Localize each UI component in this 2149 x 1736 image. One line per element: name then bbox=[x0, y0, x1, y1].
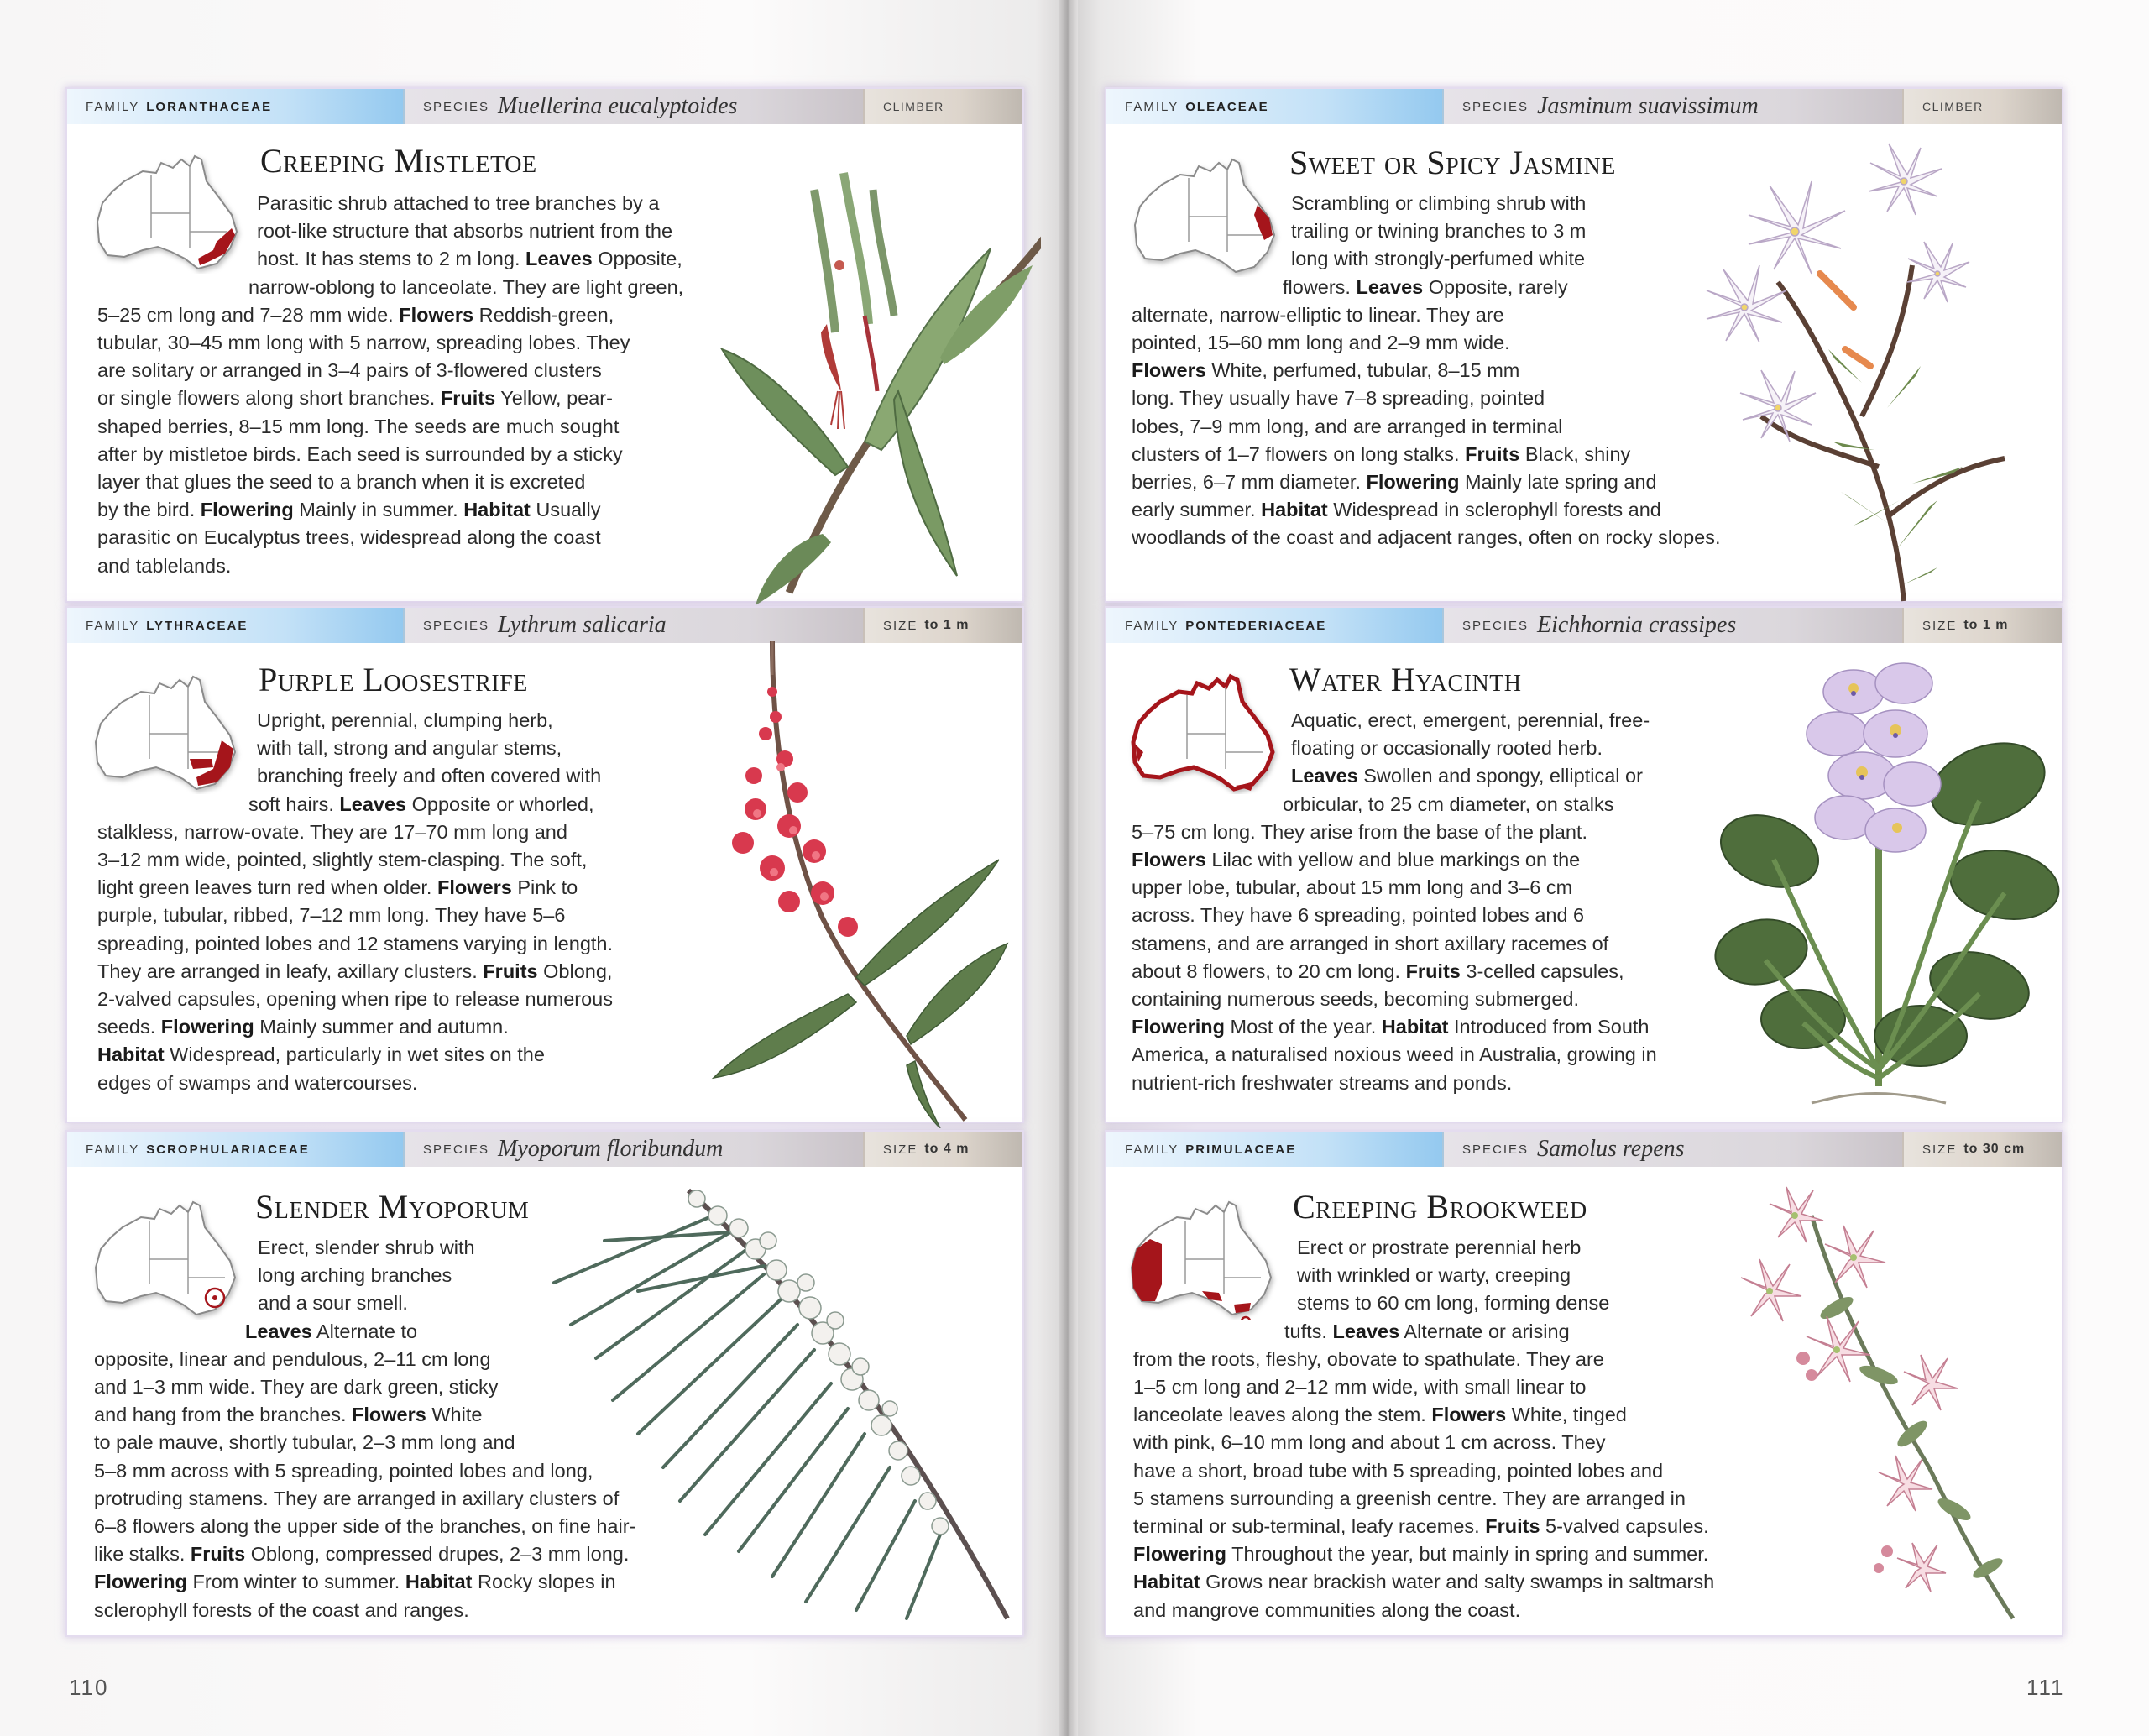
plant-size: to 1 m bbox=[1963, 618, 2009, 632]
description-line: upper lobe, tubular, about 15 mm long and 3–6 cm bbox=[1132, 876, 1573, 899]
description-line: trailing or twining branches to 3 m bbox=[1291, 220, 1587, 243]
family-label: FAMILY bbox=[86, 618, 140, 633]
description-line: like stalks. Fruits Oblong, compressed drupes, 2–3 mm long. bbox=[94, 1543, 630, 1566]
card-header bbox=[1106, 608, 2062, 643]
description-line: stalkless, narrow-ovate. They are 17–70 mm long and bbox=[97, 820, 567, 843]
description-line: Aquatic, erect, emergent, perennial, free- bbox=[1291, 709, 1650, 731]
species-label: SPECIES bbox=[1462, 99, 1529, 114]
description-line: Leaves Swollen and spongy, elliptical or bbox=[1291, 765, 1643, 787]
description-line: and 1–3 mm wide. They are dark green, sticky bbox=[94, 1376, 499, 1399]
species-common-name: Slender Myoporum bbox=[255, 1188, 530, 1226]
description-line: flowers. Leaves Opposite, rarely bbox=[1283, 275, 1568, 298]
species-label: SPECIES bbox=[423, 99, 490, 114]
description-line: opposite, linear and pendulous, 2–11 cm long bbox=[94, 1347, 491, 1370]
description-line: and hang from the branches. Flowers White bbox=[94, 1404, 483, 1426]
species-name: Muellerina eucalyptoides bbox=[498, 93, 738, 119]
species-card-slender-myoporum bbox=[67, 1132, 1022, 1635]
description-line: spreading, pointed lobes and 12 stamens varying in length. bbox=[97, 932, 614, 954]
species-card-creeping-brookweed bbox=[1106, 1132, 2062, 1635]
card-header bbox=[67, 608, 1022, 643]
description-line: after by mistletoe birds. Each seed is surrounded by a sticky bbox=[97, 442, 623, 465]
description-line: Flowers Lilac with yellow and blue markings on the bbox=[1132, 849, 1581, 871]
description-line: layer that glues the seed to a branch when it is excreted bbox=[97, 471, 586, 494]
description-line: long with strongly-perfumed white bbox=[1291, 248, 1586, 270]
family-name: LYTHRACEAE bbox=[146, 618, 248, 633]
description-line: America, a naturalised noxious weed in Australia, growing in bbox=[1132, 1043, 1657, 1066]
plant-size: to 4 m bbox=[924, 1142, 970, 1156]
description-line: shaped berries, 8–15 mm long. The seeds are much sought bbox=[97, 415, 620, 437]
description-line: 5–25 cm long and 7–28 mm wide. Flowers Reddish-green, bbox=[97, 303, 614, 326]
description-line: floating or occasionally rooted herb. bbox=[1291, 737, 1603, 760]
page-number-right: 111 bbox=[2026, 1675, 2065, 1700]
loosestrife-illustration-icon bbox=[655, 641, 1041, 1128]
plant-size: to 30 cm bbox=[1963, 1142, 2026, 1156]
description-line: nutrient-rich freshwater streams and ponds. bbox=[1132, 1071, 1513, 1094]
description-line: long. They usually have 7–8 spreading, pointed bbox=[1132, 387, 1545, 410]
species-name: Myoporum floribundum bbox=[498, 1136, 724, 1162]
size-label: SIZE bbox=[883, 618, 918, 633]
description-line: 2-valved capsules, opening when ripe to release numerous bbox=[97, 988, 613, 1011]
description-line: Habitat Grows near brackish water and salty swamps in saltmarsh bbox=[1133, 1571, 1715, 1593]
description-line: have a short, broad tube with 5 spreading, pointed lobes and bbox=[1133, 1459, 1664, 1482]
species-label: SPECIES bbox=[1462, 618, 1529, 633]
species-common-name: Purple Loosestrife bbox=[259, 661, 528, 698]
description-line: stamens, and are arranged in short axillary racemes of bbox=[1132, 932, 1609, 954]
description-line: containing numerous seeds, becoming submerged. bbox=[1132, 988, 1579, 1011]
description-line: about 8 flowers, to 20 cm long. Fruits 3-celled capsules, bbox=[1132, 960, 1624, 982]
description-line: with tall, strong and angular stems, bbox=[257, 737, 562, 760]
description-line: with pink, 6–10 mm long and about 1 cm across. They bbox=[1133, 1431, 1606, 1454]
species-common-name: Creeping Brookweed bbox=[1293, 1188, 1587, 1226]
card-header bbox=[1106, 1132, 2062, 1167]
description-line: stems to 60 cm long, forming dense bbox=[1297, 1292, 1610, 1315]
family-label: FAMILY bbox=[86, 1142, 140, 1157]
description-line: long arching branches bbox=[258, 1264, 452, 1287]
species-name: Samolus repens bbox=[1537, 1136, 1685, 1162]
description-line: terminal or sub-terminal, leafy racemes. Fruits 5-valved capsules. bbox=[1133, 1515, 1709, 1538]
description-line: Parasitic shrub attached to tree branches by a bbox=[257, 192, 660, 214]
growth-habit-tag: CLIMBER bbox=[1922, 100, 1984, 113]
species-name: Jasminum suavissimum bbox=[1537, 93, 1759, 119]
description-line: 5–75 cm long. They arise from the base of the plant. bbox=[1132, 820, 1587, 843]
description-line: to pale mauve, shortly tubular, 2–3 mm long and bbox=[94, 1431, 515, 1454]
growth-habit-tag: CLIMBER bbox=[883, 100, 944, 113]
species-label: SPECIES bbox=[423, 618, 490, 633]
species-common-name: Sweet or Spicy Jasmine bbox=[1289, 144, 1616, 181]
description-line: Erect or prostrate perennial herb bbox=[1297, 1237, 1582, 1258]
description-line: 6–8 flowers along the upper side of the branches, on fine hair- bbox=[94, 1515, 636, 1538]
description-line: lanceolate leaves along the stem. Flowers White, tinged bbox=[1133, 1404, 1627, 1426]
description-line: lobes, 7–9 mm long, and are arranged in terminal bbox=[1132, 415, 1563, 437]
description-line: and tablelands. bbox=[97, 554, 232, 577]
description-line: alternate, narrow-elliptic to linear. They are bbox=[1132, 303, 1504, 326]
description-line: orbicular, to 25 cm diameter, on stalks bbox=[1283, 792, 1614, 815]
description-line: with wrinkled or warty, creeping bbox=[1297, 1264, 1571, 1287]
description-line: light green leaves turn red when older. Flowers Pink to bbox=[97, 876, 578, 899]
species-common-name: Water Hyacinth bbox=[1289, 661, 1522, 698]
family-name: PRIMULACEAE bbox=[1185, 1142, 1297, 1157]
size-label: SIZE bbox=[1922, 1142, 1958, 1157]
description-line: from the roots, fleshy, obovate to spathulate. They are bbox=[1133, 1347, 1604, 1370]
description-line: Habitat Widespread, particularly in wet sites on the bbox=[97, 1043, 545, 1066]
family-label: FAMILY bbox=[1125, 618, 1179, 633]
myoporum-illustration-icon bbox=[537, 1182, 1024, 1627]
book-gutter bbox=[1059, 0, 1078, 1736]
page-number-left: 110 bbox=[69, 1675, 109, 1700]
water-hyacinth-illustration-icon bbox=[1711, 650, 2063, 1120]
description-line: berries, 6–7 mm diameter. Flowering Mainly late spring and bbox=[1132, 471, 1657, 494]
plant-size: to 1 m bbox=[924, 618, 970, 632]
species-name: Eichhornia crassipes bbox=[1537, 612, 1737, 638]
description-line: host. It has stems to 2 m long. Leaves Opposite, bbox=[257, 248, 682, 270]
species-label: SPECIES bbox=[1462, 1142, 1529, 1157]
description-line: branching freely and often covered with bbox=[257, 765, 602, 787]
jasmine-illustration-icon bbox=[1694, 131, 2047, 609]
family-label: FAMILY bbox=[86, 99, 140, 114]
description-line: edges of swamps and watercourses. bbox=[97, 1071, 418, 1094]
description-line: Flowering Most of the year. Habitat Introduced from South bbox=[1132, 1016, 1650, 1038]
species-common-name: Creeping Mistletoe bbox=[260, 142, 537, 180]
description-line: 3–12 mm wide, pointed, slightly stem-clasping. The soft, bbox=[97, 849, 588, 871]
description-line: woodlands of the coast and adjacent ranges, often on rocky slopes. bbox=[1132, 526, 1721, 549]
description-line: Flowering Throughout the year, but mainly in spring and summer. bbox=[1133, 1543, 1709, 1566]
size-label: SIZE bbox=[1922, 618, 1958, 633]
family-label: FAMILY bbox=[1125, 1142, 1179, 1157]
description-line: 1–5 cm long and 2–12 mm wide, with small linear to bbox=[1133, 1376, 1587, 1399]
description-line: Erect, slender shrub with bbox=[258, 1237, 475, 1258]
species-label: SPECIES bbox=[423, 1142, 490, 1157]
description-line: Leaves Alternate to bbox=[245, 1320, 418, 1342]
family-name: SCROPHULARIACEAE bbox=[146, 1142, 310, 1157]
family-name: PONTEDERIACEAE bbox=[1185, 618, 1327, 633]
card-header bbox=[67, 89, 1022, 124]
description-line: and a sour smell. bbox=[258, 1292, 408, 1315]
description-line: across. They have 6 spreading, pointed lobes and 6 bbox=[1132, 904, 1585, 927]
description-line: purple, tubular, ribbed, 7–12 mm long. They have 5–6 bbox=[97, 904, 566, 927]
species-card-creeping-mistletoe bbox=[67, 89, 1022, 601]
description-line: parasitic on Eucalyptus trees, widespread along the coast bbox=[97, 526, 601, 549]
species-name: Lythrum salicaria bbox=[498, 612, 667, 638]
description-line: clusters of 1–7 flowers on long stalks. Fruits Black, shiny bbox=[1132, 442, 1631, 465]
description-line: Flowers White, perfumed, tubular, 8–15 mm bbox=[1132, 359, 1520, 382]
description-line: Flowering From winter to summer. Habitat Rocky slopes in bbox=[94, 1571, 616, 1593]
description-line: 5–8 mm across with 5 spreading, pointed lobes and long, bbox=[94, 1459, 593, 1482]
family-label: FAMILY bbox=[1125, 99, 1179, 114]
description-line: tubular, 30–45 mm long with 5 narrow, spreading lobes. They bbox=[97, 332, 630, 354]
description-line: are solitary or arranged in 3–4 pairs of 3-flowered clusters bbox=[97, 359, 602, 382]
species-card-water-hyacinth bbox=[1106, 608, 2062, 1122]
description-line: pointed, 15–60 mm long and 2–9 mm wide. bbox=[1132, 332, 1510, 354]
description-line: seeds. Flowering Mainly summer and autumn. bbox=[97, 1016, 509, 1038]
description-line: or single flowers along short branches. Fruits Yellow, pear- bbox=[97, 387, 613, 410]
description-line: sclerophyll forests of the coast and ranges. bbox=[94, 1598, 469, 1621]
description-line: and mangrove communities along the coast. bbox=[1133, 1598, 1521, 1621]
description-line: root-like structure that absorbs nutrient from the bbox=[257, 220, 673, 243]
size-label: SIZE bbox=[883, 1142, 918, 1157]
family-name: LORANTHACEAE bbox=[146, 99, 273, 114]
description-line: Scrambling or climbing shrub with bbox=[1291, 192, 1587, 214]
description-line: tufts. Leaves Alternate or arising bbox=[1284, 1320, 1570, 1342]
card-header bbox=[1106, 89, 2062, 124]
description-line: Upright, perennial, clumping herb, bbox=[257, 709, 553, 731]
species-card-sweet-jasmine bbox=[1106, 89, 2062, 601]
mistletoe-illustration-icon bbox=[688, 139, 1041, 609]
family-name: OLEACEAE bbox=[1185, 99, 1269, 114]
card-header bbox=[67, 1132, 1022, 1167]
description-line: protruding stamens. They are arranged in axillary clusters of bbox=[94, 1487, 620, 1509]
description-line: soft hairs. Leaves Opposite or whorled, bbox=[248, 792, 594, 815]
description-line: 5 stamens surrounding a greenish centre. They are arranged in bbox=[1133, 1487, 1686, 1509]
description-line: by the bird. Flowering Mainly in summer. Habitat Usually bbox=[97, 499, 601, 521]
description-line: narrow-oblong to lanceolate. They are light green, bbox=[248, 275, 684, 298]
brookweed-illustration-icon bbox=[1711, 1165, 2063, 1635]
species-card-purple-loosestrife bbox=[67, 608, 1022, 1122]
description-line: early summer. Habitat Widespread in sclerophyll forests and bbox=[1132, 499, 1661, 521]
description-line: They are arranged in leafy, axillary clusters. Fruits Oblong, bbox=[97, 960, 613, 982]
